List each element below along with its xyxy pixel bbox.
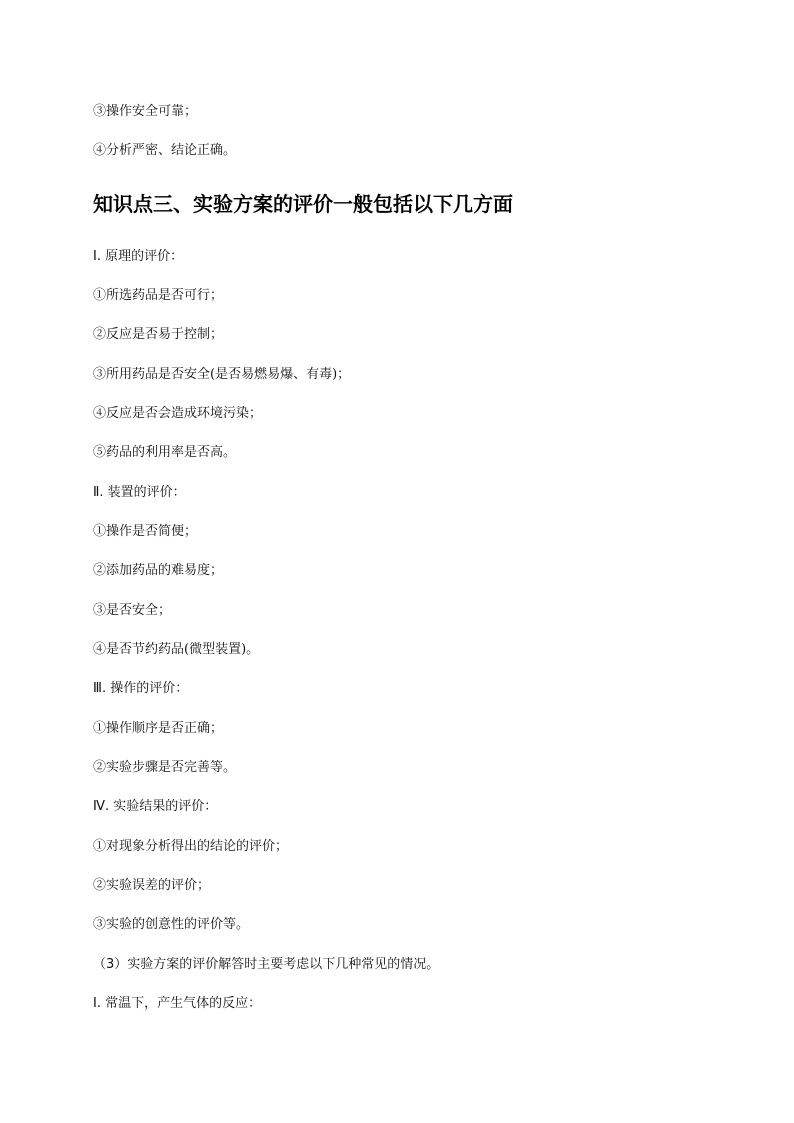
subsection-heading: Ⅰ. 常温下，产生气体的反应： [93, 996, 262, 1011]
list-item: ②反应是否易于控制； [93, 327, 224, 342]
list-item: ③实验的创意性的评价等。 [93, 917, 250, 932]
list-item: ②添加药品的难易度； [93, 563, 224, 578]
list-item: ④分析严密、结论正确。 [93, 143, 237, 158]
list-item: ③操作安全可靠； [93, 104, 198, 119]
subsection-heading: Ⅰ. 原理的评价： [93, 249, 184, 264]
list-item: ①所选药品是否可行； [93, 288, 224, 303]
section-heading: 知识点三、实验方案的评价一般包括以下几方面 [93, 192, 513, 216]
list-item: ①操作顺序是否正确； [93, 721, 224, 736]
subsection-heading: Ⅲ. 操作的评价： [93, 681, 189, 696]
subsection-heading: Ⅳ. 实验结果的评价： [93, 799, 218, 814]
list-item: ③所用药品是否安全(是否易燃易爆、有毒)； [93, 367, 351, 382]
list-item: ④是否节约药品(微型装置)。 [93, 642, 260, 657]
list-item: ④反应是否会造成环境污染； [93, 406, 263, 421]
list-item: ①操作是否简便； [93, 524, 198, 539]
list-item: ③是否安全； [93, 603, 172, 618]
list-item: ②实验误差的评价； [93, 878, 211, 893]
paragraph: （3）实验方案的评价解答时主要考虑以下几种常见的情况。 [93, 957, 440, 972]
list-item: ①对现象分析得出的结论的评价； [93, 839, 289, 854]
list-item: ②实验步骤是否完善等。 [93, 760, 237, 775]
list-item: ⑤药品的利用率是否高。 [93, 445, 237, 460]
subsection-heading: Ⅱ. 装置的评价： [93, 485, 186, 500]
